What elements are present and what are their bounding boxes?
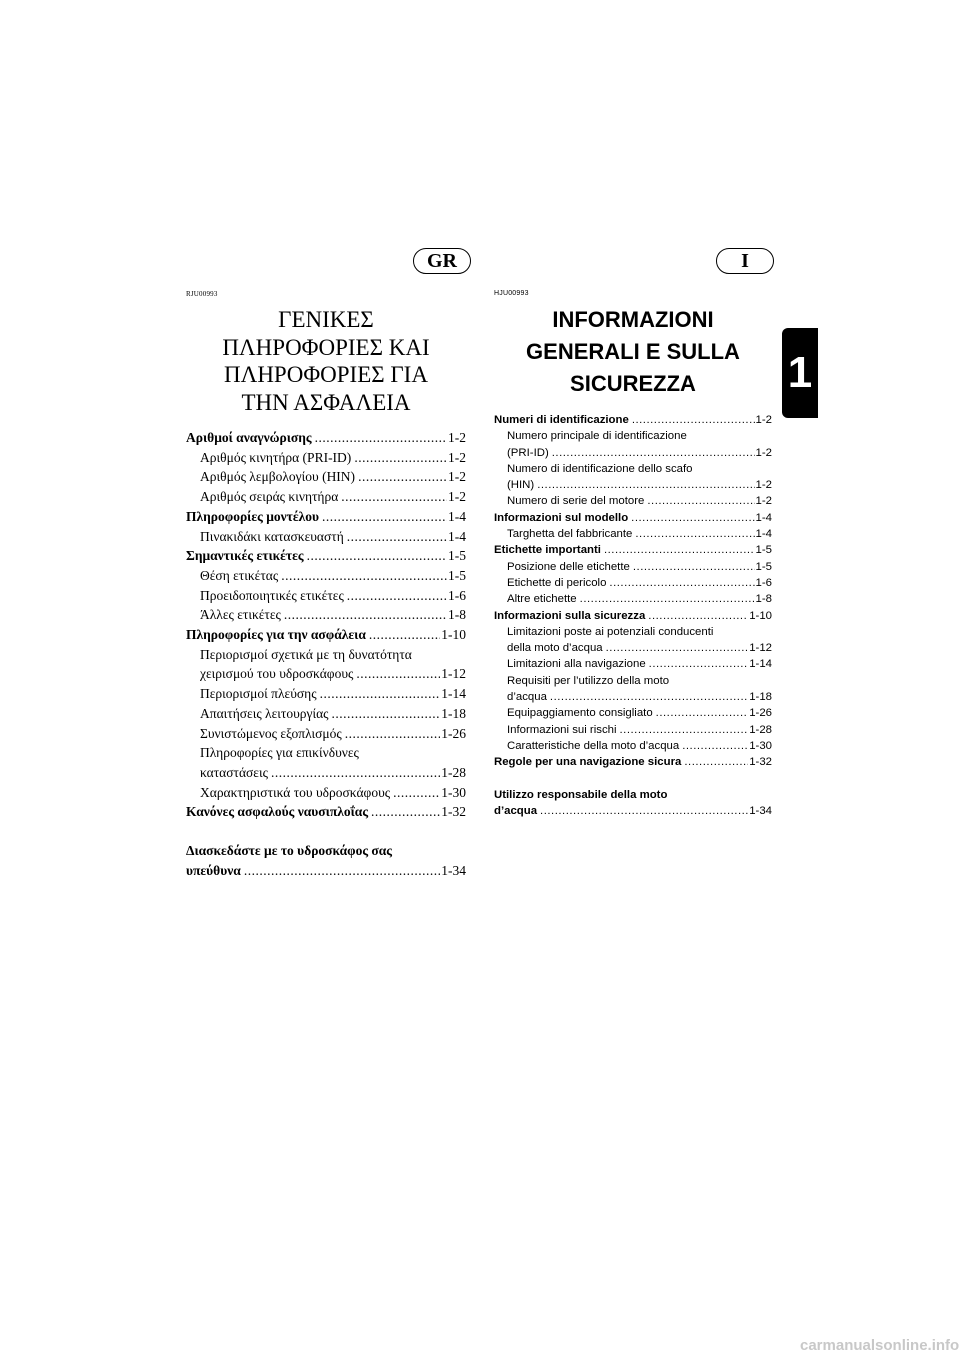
page-number: 1-18 xyxy=(441,705,466,721)
page-number: 1-5 xyxy=(448,567,466,583)
title-line: GENERALI E SULLA xyxy=(526,339,740,364)
toc-entry[interactable]: d’acqua ..... 1-34 xyxy=(494,803,772,819)
toc-entry[interactable]: Caratteristiche della moto d’acqua ..... 1-30 xyxy=(494,738,772,754)
title-line: ΤΗΝ ΑΣΦΑΛΕΙΑ xyxy=(241,389,411,415)
toc-entry[interactable]: χειρισμού του υδροσκάφους ..... 1-12 xyxy=(186,664,466,684)
toc-entry[interactable]: υπεύθυνα ..... 1-34 xyxy=(186,861,466,881)
toc-entry[interactable]: Etichette importanti ..... 1-5 xyxy=(494,542,772,558)
toc-entry[interactable]: Informazioni sulla sicurezza ..... 1-10 xyxy=(494,608,772,624)
toc-entry[interactable]: (HIN) ..... 1-2 xyxy=(494,477,772,493)
page-number: 1-4 xyxy=(755,528,772,541)
greek-column xyxy=(186,290,466,880)
toc-entry[interactable]: Συνιστώμενος εξοπλισμός ..... 1-26 xyxy=(186,724,466,744)
page-number: 1-2 xyxy=(448,489,466,505)
toc-entry[interactable]: (PRI-ID) ..... 1-2 xyxy=(494,445,772,461)
toc-entry[interactable]: Άλλες ετικέτες ..... 1-8 xyxy=(186,605,466,625)
page-number: 1-5 xyxy=(755,560,772,573)
toc-entry[interactable]: Numero principale di identificazione xyxy=(507,430,687,443)
toc-entry[interactable]: Numeri di identificazione ..... 1-2 xyxy=(494,412,772,428)
page-number: 1-4 xyxy=(448,508,466,524)
toc-entry[interactable]: Πινακιδάκι κατασκευαστή ..... 1-4 xyxy=(186,527,466,547)
badge-label: GR xyxy=(427,249,457,272)
page-number: 1-2 xyxy=(448,449,466,465)
page-number: 1-26 xyxy=(749,707,772,720)
table-of-contents xyxy=(494,412,772,819)
language-badge-gr xyxy=(413,248,471,274)
page-number: 1-6 xyxy=(448,587,466,603)
toc-entry[interactable]: Διασκεδάστε με το υδροσκάφος σας xyxy=(186,843,392,859)
toc-entry[interactable]: Θέση ετικέτας ..... 1-5 xyxy=(186,566,466,586)
page-number: 1-10 xyxy=(441,627,466,643)
page-number: 1-14 xyxy=(749,658,772,671)
page-number: 1-28 xyxy=(749,723,772,736)
toc-entry[interactable]: Etichette di pericolo ..... 1-6 xyxy=(494,575,772,591)
toc-entry[interactable]: Numero di serie del motore ..... 1-2 xyxy=(494,493,772,509)
toc-entry[interactable]: Numero di identificazione dello scafo xyxy=(507,462,693,475)
page-number: 1-4 xyxy=(755,511,772,524)
toc-entry[interactable]: Targhetta del fabbricante ..... 1-4 xyxy=(494,526,772,542)
page-number: 1-2 xyxy=(755,479,772,492)
page-number: 1-8 xyxy=(448,607,466,623)
toc-entry[interactable]: Αριθμοί αναγνώρισης ..... 1-2 xyxy=(186,428,466,448)
toc-entry[interactable]: Κανόνες ασφαλούς ναυσιπλοΐας ..... 1-32 xyxy=(186,802,466,822)
toc-entry[interactable]: d’acqua ..... 1-18 xyxy=(494,689,772,705)
chapter-title xyxy=(494,304,772,400)
page-number: 1-2 xyxy=(755,495,772,508)
toc-entry[interactable]: della moto d’acqua ..... 1-12 xyxy=(494,640,772,656)
page-number: 1-30 xyxy=(749,739,772,752)
toc-entry[interactable]: Informazioni sui rischi ..... 1-28 xyxy=(494,722,772,738)
title-line: ΠΛΗΡΟΦΟΡΙΕΣ ΚΑΙ xyxy=(222,334,430,360)
chapter-title xyxy=(186,306,466,416)
page-number: 1-2 xyxy=(755,414,772,426)
page-number: 1-28 xyxy=(441,764,466,780)
toc-entry[interactable]: Regole per una navigazione sicura ..... 1-32 xyxy=(494,754,772,770)
section-number: 1 xyxy=(787,348,813,397)
section-tab xyxy=(782,328,818,418)
italian-column xyxy=(494,290,772,819)
toc-entry[interactable]: Equipaggiamento consigliato ..... 1-26 xyxy=(494,705,772,721)
toc-entry[interactable]: Περιορισμοί πλεύσης ..... 1-14 xyxy=(186,684,466,704)
toc-entry[interactable]: Αριθμός λεμβολογίου (HIN) ..... 1-2 xyxy=(186,467,466,487)
toc-entry[interactable]: Utilizzo responsabile della moto xyxy=(494,788,668,801)
badge-label: I xyxy=(741,249,749,272)
page-number: 1-34 xyxy=(749,804,772,817)
title-line: INFORMAZIONI xyxy=(552,307,714,332)
toc-entry[interactable]: Altre etichette ..... 1-8 xyxy=(494,591,772,607)
table-of-contents xyxy=(186,428,466,880)
page-number: 1-26 xyxy=(441,725,466,741)
page-number: 1-12 xyxy=(441,666,466,682)
toc-entry[interactable]: Informazioni sul modello ..... 1-4 xyxy=(494,510,772,526)
toc-entry[interactable]: Περιορισμοί σχετικά με τη δυνατότητα xyxy=(200,646,412,662)
page-number: 1-2 xyxy=(448,430,466,445)
toc-entry[interactable]: Σημαντικές ετικέτες ..... 1-5 xyxy=(186,546,466,566)
reference-code: HJU00993 xyxy=(494,290,529,297)
toc-entry[interactable]: Requisiti per l’utilizzo della moto xyxy=(507,674,670,687)
toc-entry[interactable]: καταστάσεις ..... 1-28 xyxy=(186,763,466,783)
watermark: carmanualsonline.info xyxy=(800,1337,960,1354)
page-number: 1-4 xyxy=(448,528,466,544)
page-number: 1-34 xyxy=(441,862,466,878)
language-badge-it xyxy=(716,248,774,274)
toc-entry[interactable]: Απαιτήσεις λειτουργίας ..... 1-18 xyxy=(186,704,466,724)
toc-entry[interactable]: Πληροφορίες μοντέλου ..... 1-4 xyxy=(186,507,466,527)
toc-entry[interactable]: Προειδοποιητικές ετικέτες ..... 1-6 xyxy=(186,586,466,606)
toc-entry[interactable]: Limitazioni alla navigazione ..... 1-14 xyxy=(494,656,772,672)
page-number: 1-5 xyxy=(755,544,772,557)
toc-entry[interactable]: Αριθμός κινητήρα (PRI-ID) ..... 1-2 xyxy=(186,448,466,468)
page-number: 1-12 xyxy=(749,642,772,655)
page-number: 1-32 xyxy=(749,756,772,769)
page-number: 1-18 xyxy=(749,691,772,704)
toc-entry[interactable]: Posizione delle etichette ..... 1-5 xyxy=(494,559,772,575)
page-number: 1-2 xyxy=(448,469,466,485)
toc-entry[interactable]: Πληροφορίες για την ασφάλεια ..... 1-10 xyxy=(186,625,466,645)
page-number: 1-2 xyxy=(755,446,772,459)
page-number: 1-32 xyxy=(441,804,466,820)
page-number: 1-8 xyxy=(755,593,772,606)
title-line: ΓΕΝΙΚΕΣ xyxy=(278,307,374,332)
title-line: ΠΛΗΡΟΦΟΡΙΕΣ ΓΙΑ xyxy=(224,362,428,387)
page-number: 1-5 xyxy=(448,548,466,564)
page-number: 1-30 xyxy=(441,784,466,800)
toc-entry[interactable]: Πληροφορίες για επικίνδυνες xyxy=(200,745,359,761)
reference-code: RJU00993 xyxy=(186,290,218,298)
page-number: 1-6 xyxy=(755,576,772,589)
toc-entry[interactable]: Χαρακτηριστικά του υδροσκάφους ..... 1-30 xyxy=(186,783,466,803)
toc-entry[interactable]: Limitazioni poste ai potenziali conducenti xyxy=(507,625,714,638)
toc-entry[interactable]: Αριθμός σειράς κινητήρα ..... 1-2 xyxy=(186,487,466,507)
title-line: SICUREZZA xyxy=(570,371,696,396)
page-number: 1-14 xyxy=(441,686,466,702)
page-number: 1-10 xyxy=(749,609,772,622)
